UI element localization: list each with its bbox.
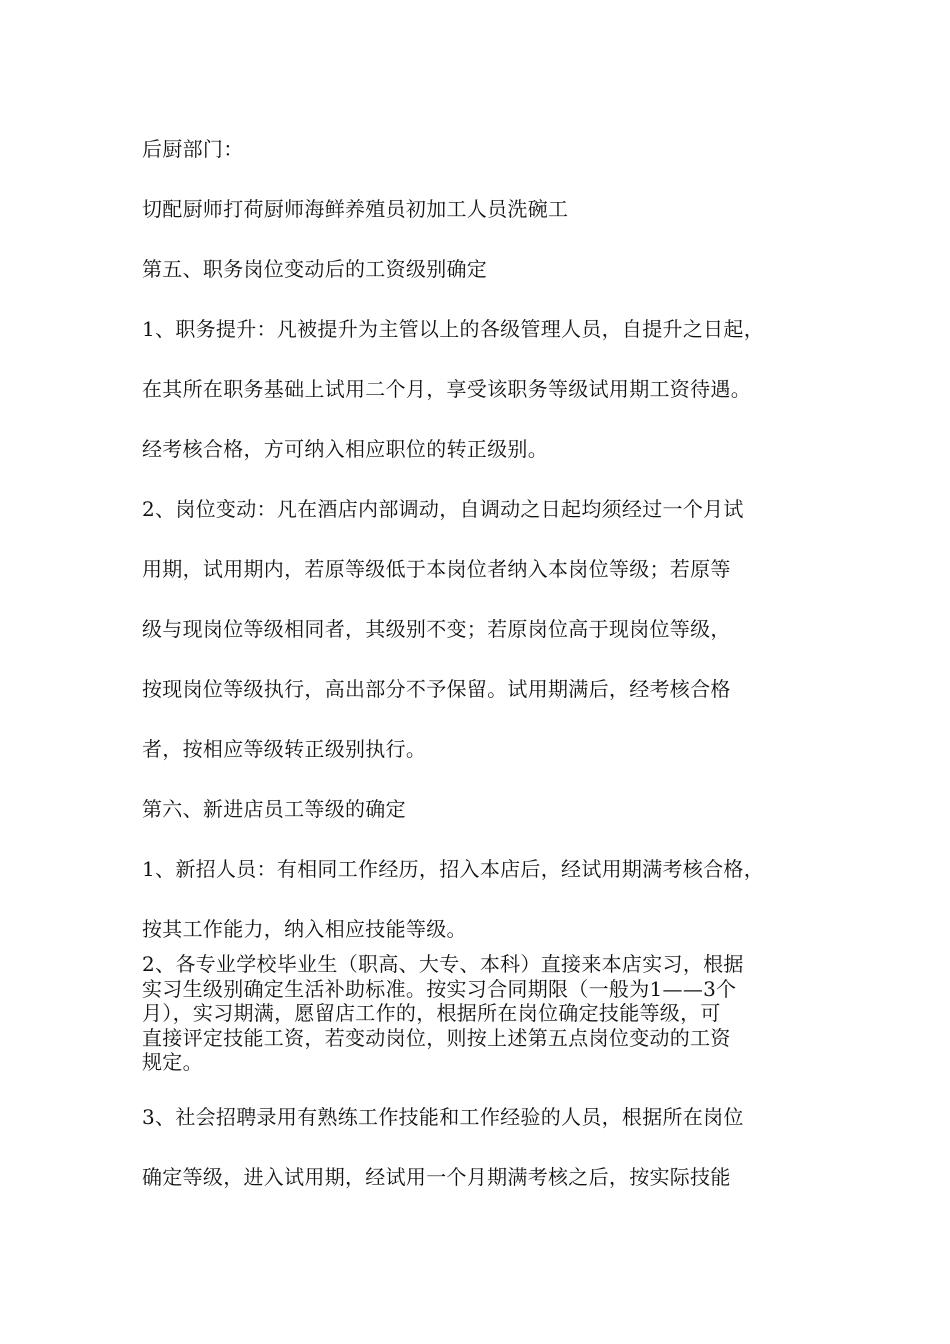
text-line: 在其所在职务基础上试用二个月，享受该职务等级试用期工资待遇。 <box>142 377 751 401</box>
text-line: 切配厨师打荷厨师海鲜养殖员初加工人员洗碗工 <box>142 197 569 221</box>
section-heading: 第六、新进店员工等级的确定 <box>142 797 406 821</box>
text-line: 经考核合格，方可纳入相应职位的转正级别。 <box>142 437 548 461</box>
text-line: 级与现岗位等级相同者，其级别不变；若原岗位高于现岗位等级， <box>142 617 731 641</box>
paragraph-line: 2、各专业学校毕业生（职高、大专、本科）直接来本店实习，根据 <box>142 952 744 976</box>
dense-paragraph <box>142 952 802 1075</box>
text-line: 按现岗位等级执行，高出部分不予保留。试用期满后，经考核合格 <box>142 677 731 701</box>
text-line: 1、新招人员：有相同工作经历，招入本店后，经试用期满考核合格， <box>142 857 765 881</box>
paragraph-line: 规定。 <box>142 1050 203 1074</box>
text-line: 2、岗位变动：凡在酒店内部调动，自调动之日起均须经过一个月试 <box>142 497 744 521</box>
text-line: 者，按相应等级转正级别执行。 <box>142 737 427 761</box>
paragraph-line: 月），实习期满，愿留店工作的，根据所在岗位确定技能等级，可 <box>142 1001 721 1025</box>
text-line: 后厨部门： <box>142 137 244 161</box>
paragraph-line: 实习生级别确定生活补助标准。按实习合同期限（一般为1——3个 <box>142 976 737 1001</box>
paragraph-line: 直接评定技能工资，若变动岗位，则按上述第五点岗位变动的工资 <box>142 1025 731 1050</box>
text-line: 按其工作能力，纳入相应技能等级。 <box>142 917 467 941</box>
text-line: 确定等级，进入试用期，经试用一个月期满考核之后，按实际技能 <box>142 1165 731 1189</box>
text-line: 3、社会招聘录用有熟练工作技能和工作经验的人员，根据所在岗位 <box>142 1105 744 1129</box>
text-line: 1、职务提升：凡被提升为主管以上的各级管理人员，自提升之日起， <box>142 317 765 341</box>
text-line: 用期，试用期内，若原等级低于本岗位者纳入本岗位等级；若原等 <box>142 557 731 581</box>
section-heading: 第五、职务岗位变动后的工资级别确定 <box>142 257 488 281</box>
